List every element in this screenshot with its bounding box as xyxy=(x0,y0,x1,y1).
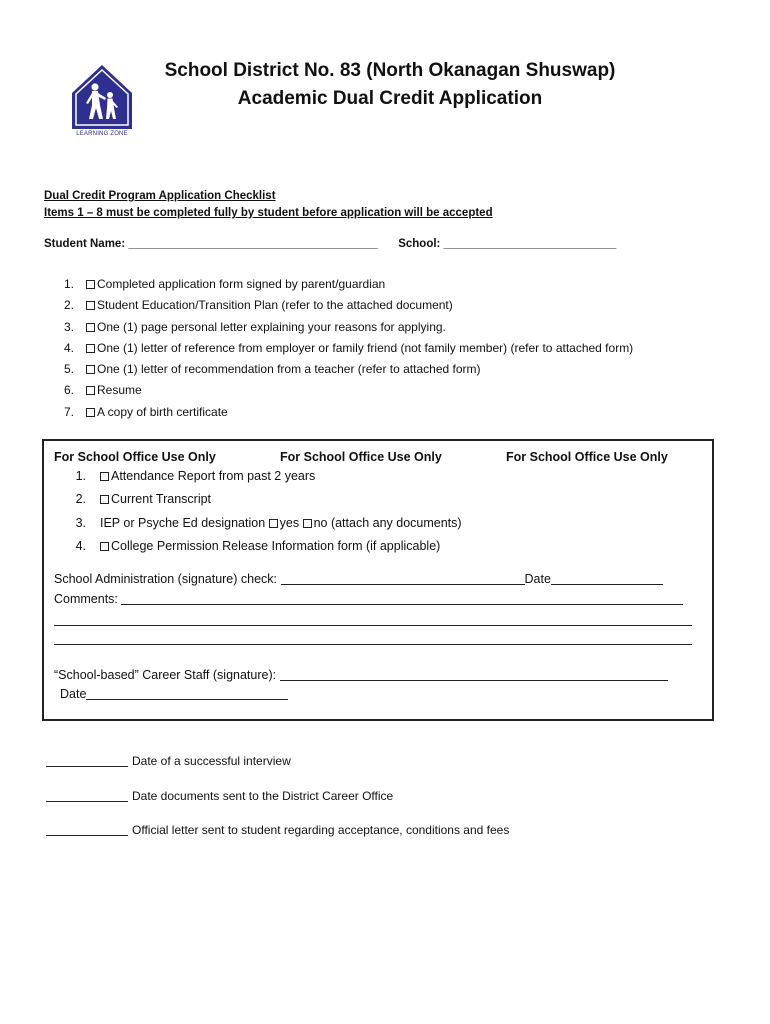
item-text: A copy of birth certificate xyxy=(97,404,228,419)
status-blank[interactable] xyxy=(46,755,128,767)
item-text: College Permission Release Information form (if applicable) xyxy=(111,538,441,553)
office-use-box xyxy=(42,439,714,721)
checkbox[interactable] xyxy=(86,386,95,395)
item-number: 4. xyxy=(63,340,74,355)
item-number: 2. xyxy=(63,298,74,313)
date-label: Date xyxy=(60,687,87,701)
item-number: 1. xyxy=(75,469,86,483)
item-number: 3. xyxy=(63,319,74,334)
admin-date-field[interactable] xyxy=(551,572,663,585)
checkbox[interactable] xyxy=(86,280,95,289)
checkbox[interactable] xyxy=(86,408,95,417)
career-staff-label: “School-based” Career Staff (signature): xyxy=(54,668,277,682)
item-number: 3. xyxy=(75,515,86,530)
status-text: Official letter sent to student regarding acceptance, conditions and fees xyxy=(132,823,510,837)
career-staff-signature-field[interactable] xyxy=(280,668,668,681)
school-field[interactable]: ___________________________ xyxy=(443,238,617,250)
item-text: Attendance Report from past 2 years xyxy=(111,469,316,483)
item-text: Completed application form signed by parent/guardian xyxy=(97,277,386,291)
item-number: 2. xyxy=(75,492,86,507)
office-heading-3: For School Office Use Only xyxy=(506,450,668,464)
office-heading-1: For School Office Use Only xyxy=(54,450,216,464)
checklist-heading xyxy=(44,188,493,222)
item-text: One (1) letter of recommendation from a teacher (refer to attached form) xyxy=(97,362,481,377)
page-title xyxy=(130,57,650,113)
status-text: Date of a successful interview xyxy=(132,754,291,768)
status-line-letter xyxy=(46,823,509,837)
admin-signature-field[interactable] xyxy=(281,572,525,585)
no-checkbox[interactable] xyxy=(303,519,312,528)
career-date-line xyxy=(60,687,288,701)
student-school-line xyxy=(44,238,616,250)
learning-zone-logo xyxy=(70,63,134,141)
item-number: 6. xyxy=(63,383,74,398)
yes-label: yes xyxy=(279,515,303,530)
comments-field[interactable] xyxy=(121,592,683,605)
checkbox[interactable] xyxy=(86,365,95,374)
item-number: 4. xyxy=(75,538,86,553)
comments-label: Comments: xyxy=(54,592,118,606)
iep-text: IEP or Psyche Ed designation xyxy=(100,515,269,530)
checkbox[interactable] xyxy=(100,542,109,551)
title-line-1: School District No. 83 (North Okanagan Shuswap) xyxy=(164,60,616,81)
checklist-subtitle: Items 1 – 8 must be completed fully by student before application will be accepted xyxy=(44,207,493,219)
comments-line xyxy=(54,592,683,606)
checklist-title: Dual Credit Program Application Checklist xyxy=(44,190,276,202)
item-text: Student Education/Transition Plan (refer to the attached document) xyxy=(97,298,453,313)
status-line-documents xyxy=(46,789,393,803)
comments-rule[interactable] xyxy=(54,625,692,626)
logo-caption: LEARNING ZONE xyxy=(76,131,128,137)
status-blank[interactable] xyxy=(46,790,128,802)
item-number: 7. xyxy=(63,404,74,419)
student-name-label: Student Name: xyxy=(44,238,126,250)
item-number: 1. xyxy=(63,277,74,291)
admin-signature-label: School Administration (signature) check: xyxy=(54,572,278,586)
status-text: Date documents sent to the District Career Office xyxy=(132,789,394,803)
school-label: School: xyxy=(398,238,441,250)
admin-signature-line xyxy=(54,572,663,586)
career-staff-line xyxy=(54,668,668,682)
date-label: Date xyxy=(524,572,551,586)
career-date-field[interactable] xyxy=(86,687,288,700)
checkbox[interactable] xyxy=(86,323,95,332)
status-blank[interactable] xyxy=(46,824,128,836)
item-text: One (1) letter of reference from employer or family friend (not family member) (refer to attached form) xyxy=(97,340,634,355)
status-line-interview xyxy=(46,754,291,768)
yes-checkbox[interactable] xyxy=(269,519,278,528)
checkbox[interactable] xyxy=(100,472,109,481)
item-number: 5. xyxy=(63,362,74,377)
no-label: no (attach any documents) xyxy=(313,515,462,530)
item-text: Resume xyxy=(97,383,142,398)
office-heading-2: For School Office Use Only xyxy=(280,450,442,464)
item-text: One (1) page personal letter explaining your reasons for applying. xyxy=(97,319,446,334)
checkbox[interactable] xyxy=(86,344,95,353)
checkbox[interactable] xyxy=(100,495,109,504)
title-line-2: Academic Dual Credit Application xyxy=(237,88,543,109)
checkbox[interactable] xyxy=(86,301,95,310)
item-text: Current Transcript xyxy=(111,492,212,507)
student-name-field[interactable]: _______________________________________ xyxy=(128,238,378,250)
comments-rule[interactable] xyxy=(54,644,692,645)
